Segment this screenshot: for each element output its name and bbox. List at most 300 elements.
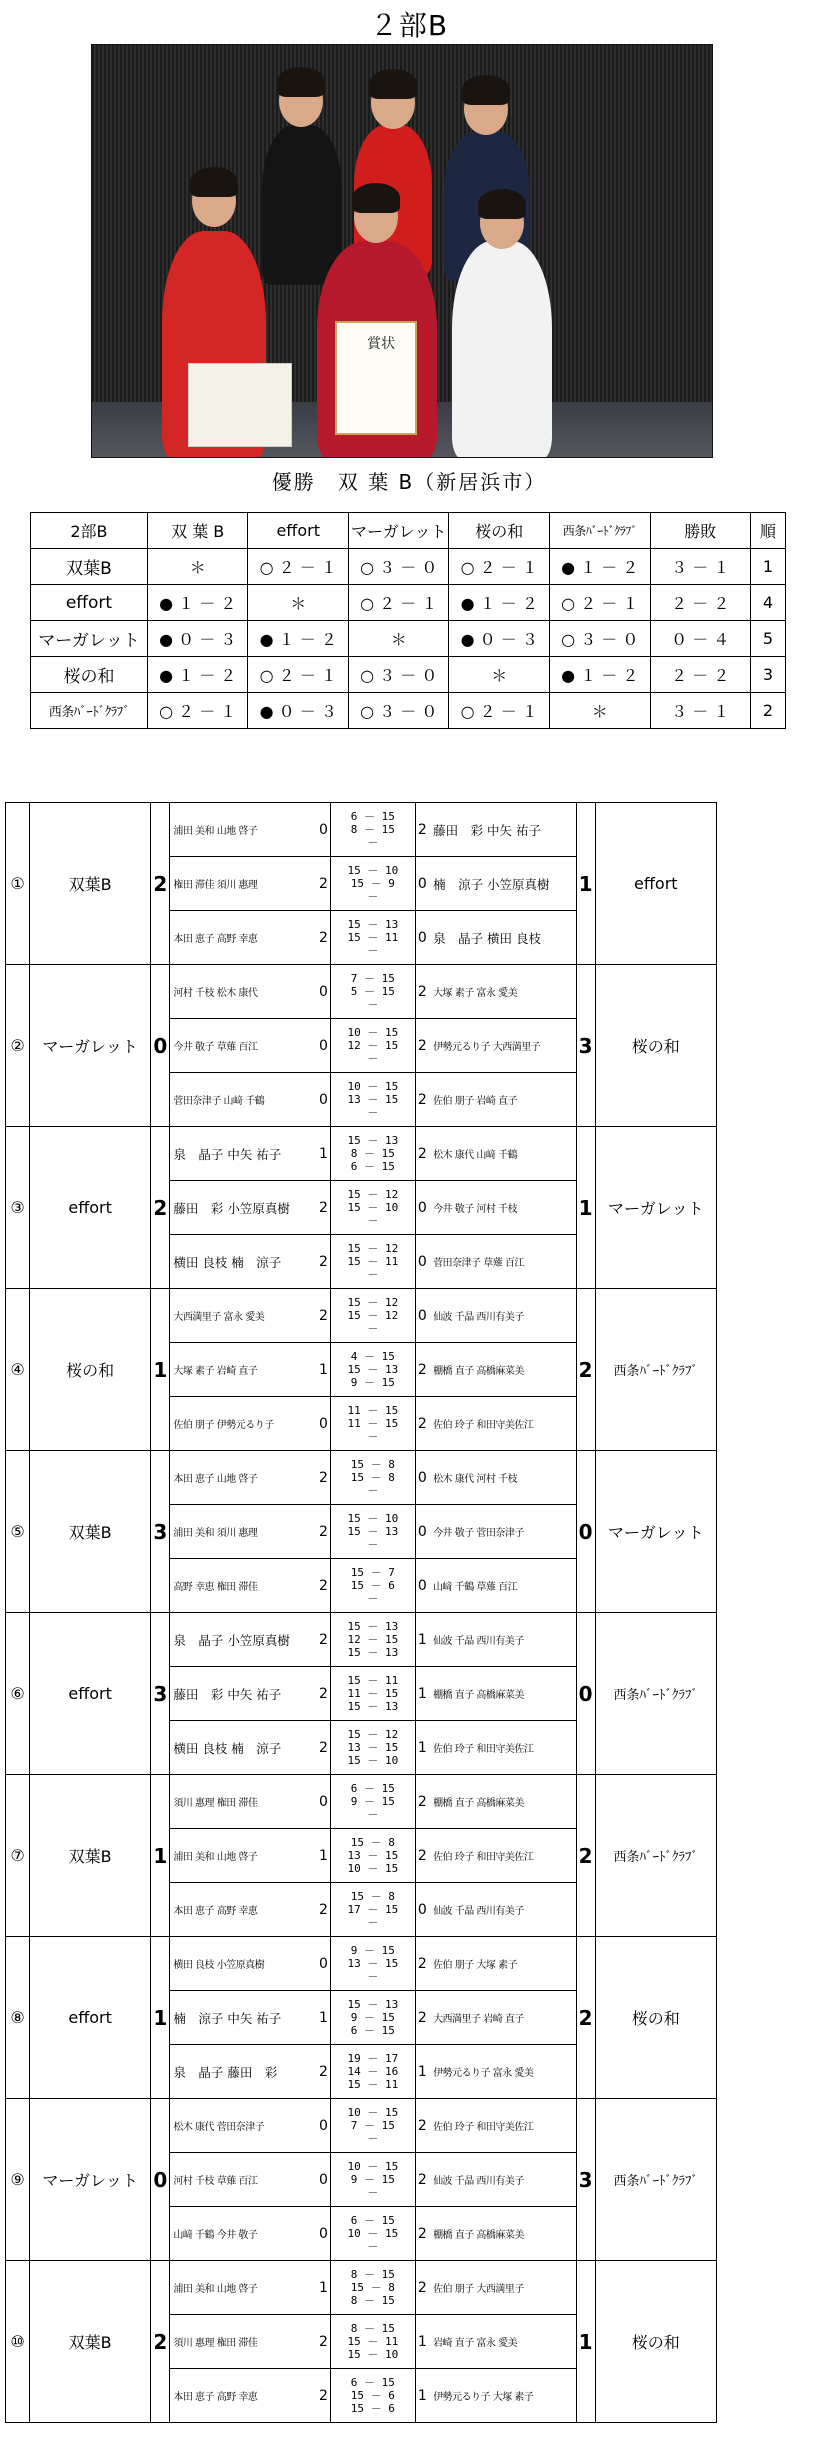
- set-score: 15 － 13: [347, 918, 399, 931]
- left-pair: 河村 千枝 草薙 百江: [170, 2153, 317, 2207]
- set-score: －: [367, 2186, 379, 2199]
- left-team: effort: [30, 1613, 151, 1775]
- rank-cell: 5: [751, 621, 786, 657]
- set-score: 8 － 15: [350, 2294, 395, 2307]
- set-scores: [331, 1451, 415, 1505]
- left-pair: 浦田 美和 山地 啓子: [170, 803, 317, 857]
- right-team: 桜の和: [595, 1937, 716, 2099]
- record-cell: ３ － １: [650, 693, 751, 729]
- right-games-won: 1: [415, 1721, 429, 1775]
- right-games-won: 2: [415, 1127, 429, 1181]
- left-team-points: 0: [151, 2099, 170, 2261]
- set-score: 12 － 15: [347, 1039, 399, 1052]
- set-scores: [331, 1775, 415, 1829]
- set-score: －: [367, 2240, 379, 2253]
- left-pair: 本田 恵子 山地 啓子: [170, 1451, 317, 1505]
- record-cell: ３ － １: [650, 549, 751, 585]
- right-games-won: 2: [415, 1343, 429, 1397]
- result-cell: ● １ － ２: [147, 657, 248, 693]
- left-team: 双葉B: [30, 2261, 151, 2423]
- result-cell: ＊: [550, 693, 651, 729]
- right-pair: 泉 晶子 横田 良枝: [429, 911, 576, 965]
- match-number: ⑩: [6, 2261, 30, 2423]
- set-scores: [331, 965, 415, 1019]
- result-cell: ○ ２ － １: [248, 549, 349, 585]
- left-pair: 藤田 彩 中矢 祐子: [170, 1667, 317, 1721]
- right-games-won: 2: [415, 2099, 429, 2153]
- left-pair: 横田 良枝 楠 涼子: [170, 1235, 317, 1289]
- right-games-won: 2: [415, 803, 429, 857]
- rank-cell: 4: [751, 585, 786, 621]
- set-score: 15 － 8: [350, 1836, 395, 1849]
- set-score: 9 － 15: [350, 1944, 395, 1957]
- left-team: 桜の和: [30, 1289, 151, 1451]
- set-score: 15 － 12: [347, 1188, 399, 1201]
- set-score: 8 － 15: [350, 1147, 395, 1160]
- right-games-won: 0: [415, 1883, 429, 1937]
- right-pair: 佐伯 玲子 和田守美佐江: [429, 1829, 576, 1883]
- set-score: 15 － 8: [350, 1458, 395, 1471]
- set-scores: [331, 2369, 415, 2423]
- set-score: 15 － 12: [347, 1242, 399, 1255]
- set-score: 11 － 15: [347, 1404, 399, 1417]
- match-number: ④: [6, 1289, 30, 1451]
- left-games-won: 2: [317, 1235, 331, 1289]
- set-score: 15 － 13: [347, 1998, 399, 2011]
- set-score: 10 － 15: [347, 2106, 399, 2119]
- left-pair: 大西満里子 富永 愛美: [170, 1289, 317, 1343]
- left-pair: 今井 敬子 草薙 百江: [170, 1019, 317, 1073]
- set-score: 15 － 10: [347, 1754, 399, 1767]
- right-games-won: 0: [415, 911, 429, 965]
- set-scores: [331, 857, 415, 911]
- right-pair: 佐伯 玲子 和田守美佐江: [429, 1397, 576, 1451]
- left-team: マーガレット: [30, 965, 151, 1127]
- set-score: 9 － 15: [350, 2173, 395, 2186]
- right-games-won: 2: [415, 2261, 429, 2315]
- right-pair: 伊勢元るり子 富永 愛美: [429, 2045, 576, 2099]
- left-team-points: 2: [151, 2261, 170, 2423]
- rank-cell: 3: [751, 657, 786, 693]
- left-games-won: 2: [317, 2315, 331, 2369]
- right-team: マーガレット: [595, 1451, 716, 1613]
- set-score: 15 － 13: [347, 1646, 399, 1659]
- right-pair: 佐伯 朋子 岩崎 直子: [429, 1073, 576, 1127]
- standings-row: [31, 693, 786, 729]
- set-score: 15 － 11: [347, 2335, 399, 2348]
- result-cell: ○ ２ － １: [550, 585, 651, 621]
- set-score: 15 － 6: [350, 2389, 395, 2402]
- set-score: 10 － 15: [347, 1862, 399, 1875]
- right-pair: 佐伯 玲子 和田守美佐江: [429, 2099, 576, 2153]
- photo-hair: [277, 67, 325, 97]
- right-games-won: 0: [415, 1505, 429, 1559]
- match-game-row: [6, 1613, 717, 1667]
- match-number: ⑦: [6, 1775, 30, 1937]
- set-score: 15 － 12: [347, 1728, 399, 1741]
- left-games-won: 2: [317, 1559, 331, 1613]
- set-scores: [331, 1721, 415, 1775]
- right-games-won: 2: [415, 1073, 429, 1127]
- set-score: －: [367, 890, 379, 903]
- left-games-won: 2: [317, 1613, 331, 1667]
- left-games-won: 0: [317, 803, 331, 857]
- result-cell: ○ ２ － １: [348, 585, 449, 621]
- right-team-points: 1: [576, 1127, 595, 1289]
- right-team: マーガレット: [595, 1127, 716, 1289]
- left-games-won: 0: [317, 2207, 331, 2261]
- left-pair: 本田 恵子 高野 幸恵: [170, 911, 317, 965]
- header-cell: effort: [248, 513, 349, 549]
- left-pair: 佐伯 朋子 伊勢元るり子: [170, 1397, 317, 1451]
- photo-hair: [190, 167, 238, 197]
- set-scores: [331, 803, 415, 857]
- set-score: －: [367, 944, 379, 957]
- left-team-points: 2: [151, 803, 170, 965]
- left-games-won: 2: [317, 1181, 331, 1235]
- result-cell: ＊: [248, 585, 349, 621]
- left-team: effort: [30, 1937, 151, 2099]
- right-games-won: 1: [415, 1613, 429, 1667]
- match-game-row: [6, 2099, 717, 2153]
- right-games-won: 2: [415, 965, 429, 1019]
- set-score: 15 － 13: [347, 1363, 399, 1376]
- set-score: 10 － 15: [347, 1080, 399, 1093]
- left-games-won: 1: [317, 1343, 331, 1397]
- rank-cell: 2: [751, 693, 786, 729]
- set-score: 15 － 10: [347, 864, 399, 877]
- set-score: 17 － 15: [347, 1903, 399, 1916]
- left-games-won: 2: [317, 2045, 331, 2099]
- set-scores: [331, 2099, 415, 2153]
- set-score: 5 － 15: [350, 985, 395, 998]
- header-cell: 勝敗: [650, 513, 751, 549]
- match-number: ⑤: [6, 1451, 30, 1613]
- result-cell: ○ ３ － ０: [348, 549, 449, 585]
- right-team: 桜の和: [595, 965, 716, 1127]
- left-games-won: 0: [317, 1397, 331, 1451]
- left-pair: 松木 康代 菅田奈津子: [170, 2099, 317, 2153]
- right-pair: 佐伯 朋子 大塚 素子: [429, 1937, 576, 1991]
- set-scores: [331, 2207, 415, 2261]
- left-pair: 横田 良枝 小笠原真樹: [170, 1937, 317, 1991]
- team-name: 西条ﾊﾞｰﾄﾞｸﾗﾌﾞ: [31, 693, 148, 729]
- set-score: 10 － 15: [347, 2227, 399, 2240]
- set-scores: [331, 1019, 415, 1073]
- left-pair: 浦田 美和 山地 啓子: [170, 2261, 317, 2315]
- right-games-won: 0: [415, 857, 429, 911]
- set-score: 4 － 15: [350, 1350, 395, 1363]
- right-team-points: 3: [576, 2099, 595, 2261]
- right-games-won: 1: [415, 2369, 429, 2423]
- set-score: 7 － 15: [350, 2119, 395, 2132]
- right-pair: 棚橋 直子 高橋麻菜美: [429, 2207, 576, 2261]
- set-score: 15 － 13: [347, 1525, 399, 1538]
- match-game-row: [6, 2261, 717, 2315]
- set-score: －: [367, 1106, 379, 1119]
- right-team-points: 2: [576, 1289, 595, 1451]
- set-score: 15 － 11: [347, 1255, 399, 1268]
- left-team-points: 1: [151, 1775, 170, 1937]
- right-pair: 今井 敬子 菅田奈津子: [429, 1505, 576, 1559]
- set-score: －: [367, 1970, 379, 1983]
- right-games-won: 2: [415, 1019, 429, 1073]
- left-pair: 横田 良枝 楠 涼子: [170, 1721, 317, 1775]
- match-game-row: [6, 1451, 717, 1505]
- right-pair: 今井 敬子 河村 千枝: [429, 1181, 576, 1235]
- set-score: 15 － 7: [350, 1566, 395, 1579]
- set-scores: [331, 1397, 415, 1451]
- set-scores: [331, 1235, 415, 1289]
- result-cell: ＊: [449, 657, 550, 693]
- set-score: 6 － 15: [350, 2024, 395, 2037]
- set-score: 8 － 15: [350, 2268, 395, 2281]
- set-score: 9 － 15: [350, 1376, 395, 1389]
- result-cell: ● １ － ２: [550, 549, 651, 585]
- winner-caption: 優勝 双 葉 B（新居浜市）: [271, 470, 547, 494]
- left-pair: 権田 滞佳 須川 惠理: [170, 857, 317, 911]
- right-games-won: 0: [415, 1451, 429, 1505]
- right-team-points: 1: [576, 2261, 595, 2423]
- left-games-won: 0: [317, 1019, 331, 1073]
- set-scores: [331, 1181, 415, 1235]
- left-pair: 大塚 素子 岩崎 直子: [170, 1343, 317, 1397]
- record-cell: ０ － ４: [650, 621, 751, 657]
- set-score: 15 － 6: [350, 2402, 395, 2415]
- left-team: 双葉B: [30, 803, 151, 965]
- set-scores: [331, 1289, 415, 1343]
- set-scores: [331, 1073, 415, 1127]
- set-score: 11 － 15: [347, 1417, 399, 1430]
- result-cell: ● ０ － ３: [147, 621, 248, 657]
- set-score: －: [367, 2132, 379, 2145]
- left-team-points: 2: [151, 1127, 170, 1289]
- team-name: 桜の和: [31, 657, 148, 693]
- set-score: －: [367, 1808, 379, 1821]
- set-score: 15 － 11: [347, 1674, 399, 1687]
- record-cell: ２ － ２: [650, 585, 751, 621]
- result-cell: ● １ － ２: [147, 585, 248, 621]
- result-cell: ＊: [147, 549, 248, 585]
- left-games-won: 2: [317, 1721, 331, 1775]
- header-cell: 双 葉 B: [147, 513, 248, 549]
- set-scores: [331, 1505, 415, 1559]
- header-cell: 西条ﾊﾞｰﾄﾞｸﾗﾌﾞ: [550, 513, 651, 549]
- standings-row: [31, 621, 786, 657]
- right-games-won: 0: [415, 1289, 429, 1343]
- team-name: 双葉B: [31, 549, 148, 585]
- match-game-row: [6, 1127, 717, 1181]
- left-games-won: 0: [317, 1937, 331, 1991]
- result-cell: ● １ － ２: [248, 621, 349, 657]
- left-pair: 河村 千枝 松木 康代: [170, 965, 317, 1019]
- set-score: 6 － 15: [350, 1782, 395, 1795]
- match-number: ②: [6, 965, 30, 1127]
- set-score: 13 － 15: [347, 1957, 399, 1970]
- set-score: 15 － 10: [347, 1201, 399, 1214]
- set-scores: [331, 1883, 415, 1937]
- left-pair: 楠 涼子 中矢 祐子: [170, 1991, 317, 2045]
- right-pair: 棚橋 直子 高橋麻菜美: [429, 1775, 576, 1829]
- left-team-points: 0: [151, 965, 170, 1127]
- right-team-points: 1: [576, 803, 595, 965]
- left-pair: 浦田 美和 山地 啓子: [170, 1829, 317, 1883]
- left-pair: 山﨑 千鶴 今井 敬子: [170, 2207, 317, 2261]
- standings-table: [30, 512, 786, 729]
- set-score: －: [367, 1538, 379, 1551]
- right-games-won: 1: [415, 2315, 429, 2369]
- header-cell: 桜の和: [449, 513, 550, 549]
- match-number: ⑥: [6, 1613, 30, 1775]
- right-team-points: 0: [576, 1451, 595, 1613]
- set-score: 6 － 15: [350, 810, 395, 823]
- result-cell: ○ ２ － １: [248, 657, 349, 693]
- left-games-won: 2: [317, 1289, 331, 1343]
- left-games-won: 0: [317, 2099, 331, 2153]
- left-games-won: 0: [317, 1775, 331, 1829]
- standings-header-row: [31, 513, 786, 549]
- set-score: 15 － 9: [350, 877, 395, 890]
- set-score: 13 － 15: [347, 1093, 399, 1106]
- set-score: －: [367, 1430, 379, 1443]
- set-scores: [331, 2261, 415, 2315]
- set-scores: [331, 1829, 415, 1883]
- header-cell: 順: [751, 513, 786, 549]
- set-scores: [331, 1937, 415, 1991]
- right-pair: 仙波 千晶 西川有美子: [429, 1289, 576, 1343]
- right-games-won: 2: [415, 1397, 429, 1451]
- result-cell: ○ ２ － １: [147, 693, 248, 729]
- set-score: 8 － 15: [350, 823, 395, 836]
- rank-cell: 1: [751, 549, 786, 585]
- match-number: ⑧: [6, 1937, 30, 2099]
- right-pair: 仙波 千晶 西川有美子: [429, 1883, 576, 1937]
- left-team: 双葉B: [30, 1451, 151, 1613]
- left-games-won: 1: [317, 2261, 331, 2315]
- photo-person: [452, 241, 552, 458]
- right-team-points: 3: [576, 965, 595, 1127]
- header-cell: マーガレット: [348, 513, 449, 549]
- left-pair: 泉 晶子 中矢 祐子: [170, 1127, 317, 1181]
- award-certificate: 賞状: [335, 321, 417, 435]
- set-score: 14 － 16: [347, 2065, 399, 2078]
- left-pair: 泉 晶子 藤田 彩: [170, 2045, 317, 2099]
- left-team: 双葉B: [30, 1775, 151, 1937]
- right-pair: 松木 康代 河村 千枝: [429, 1451, 576, 1505]
- set-score: －: [367, 1592, 379, 1605]
- right-games-won: 0: [415, 1181, 429, 1235]
- left-games-won: 2: [317, 1667, 331, 1721]
- set-score: 11 － 15: [347, 1687, 399, 1700]
- photo-hair: [462, 75, 510, 105]
- left-games-won: 0: [317, 965, 331, 1019]
- set-score: 13 － 15: [347, 1741, 399, 1754]
- set-scores: [331, 1127, 415, 1181]
- team-photo: [91, 44, 713, 458]
- match-game-row: [6, 965, 717, 1019]
- right-pair: 大塚 素子 富永 愛美: [429, 965, 576, 1019]
- set-score: 10 － 15: [347, 2160, 399, 2173]
- left-games-won: 2: [317, 2369, 331, 2423]
- left-team-points: 1: [151, 1937, 170, 2099]
- right-pair: 松木 康代 山﨑 千鶴: [429, 1127, 576, 1181]
- right-team-points: 2: [576, 1775, 595, 1937]
- set-score: 15 － 12: [347, 1309, 399, 1322]
- right-games-won: 0: [415, 1559, 429, 1613]
- photo-hair: [369, 69, 417, 99]
- set-scores: [331, 1667, 415, 1721]
- set-scores: [331, 911, 415, 965]
- set-score: －: [367, 1322, 379, 1335]
- result-cell: ○ ３ － ０: [348, 657, 449, 693]
- set-score: 19 － 17: [347, 2052, 399, 2065]
- right-pair: 仙波 千晶 西川有美子: [429, 1613, 576, 1667]
- page-title: ２部B: [369, 9, 449, 42]
- set-score: 15 － 13: [347, 1700, 399, 1713]
- left-pair: 高野 幸恵 権田 滞佳: [170, 1559, 317, 1613]
- left-team-points: 1: [151, 1289, 170, 1451]
- left-pair: 須川 惠理 権田 滞佳: [170, 1775, 317, 1829]
- photo-hair: [478, 189, 526, 219]
- left-pair: 藤田 彩 小笠原真樹: [170, 1181, 317, 1235]
- set-score: 15 － 11: [347, 2078, 399, 2091]
- left-pair: 本田 恵子 高野 幸恵: [170, 1883, 317, 1937]
- right-pair: 棚橋 直子 高橋麻菜美: [429, 1343, 576, 1397]
- set-scores: [331, 2153, 415, 2207]
- photo-person: [262, 125, 342, 285]
- set-scores: [331, 1991, 415, 2045]
- left-pair: 須川 惠理 権田 滞佳: [170, 2315, 317, 2369]
- match-number: ⑨: [6, 2099, 30, 2261]
- right-games-won: 0: [415, 1235, 429, 1289]
- right-pair: 楠 涼子 小笠原真樹: [429, 857, 576, 911]
- left-games-won: 2: [317, 911, 331, 965]
- match-game-row: [6, 803, 717, 857]
- result-cell: ○ ２ － １: [449, 693, 550, 729]
- right-team-points: 0: [576, 1613, 595, 1775]
- right-team: 西条ﾊﾞｰﾄﾞｸﾗﾌﾞ: [595, 1289, 716, 1451]
- left-games-won: 2: [317, 1883, 331, 1937]
- set-score: 6 － 15: [350, 2376, 395, 2389]
- set-score: －: [367, 1268, 379, 1281]
- right-team: 西条ﾊﾞｰﾄﾞｸﾗﾌﾞ: [595, 1613, 716, 1775]
- right-pair: 伊勢元るり子 大西満里子: [429, 1019, 576, 1073]
- set-scores: [331, 2045, 415, 2099]
- set-score: 9 － 15: [350, 1795, 395, 1808]
- set-score: －: [367, 998, 379, 1011]
- right-games-won: 2: [415, 2207, 429, 2261]
- right-pair: 岩崎 直子 富永 愛美: [429, 2315, 576, 2369]
- match-results-table: [5, 802, 717, 2423]
- right-pair: 菅田奈津子 草薙 百江: [429, 1235, 576, 1289]
- left-pair: 本田 恵子 高野 幸恵: [170, 2369, 317, 2423]
- set-score: －: [367, 1916, 379, 1929]
- right-games-won: 2: [415, 2153, 429, 2207]
- left-team: effort: [30, 1127, 151, 1289]
- set-score: 15 － 10: [347, 2348, 399, 2361]
- right-games-won: 2: [415, 1991, 429, 2045]
- team-name: マーガレット: [31, 621, 148, 657]
- right-games-won: 2: [415, 1829, 429, 1883]
- left-games-won: 2: [317, 857, 331, 911]
- left-games-won: 0: [317, 1073, 331, 1127]
- match-game-row: [6, 1937, 717, 1991]
- right-pair: 佐伯 玲子 和田守美佐江: [429, 1721, 576, 1775]
- result-cell: ○ ３ － ０: [348, 693, 449, 729]
- standings-row: [31, 549, 786, 585]
- left-games-won: 2: [317, 1451, 331, 1505]
- set-scores: [331, 1343, 415, 1397]
